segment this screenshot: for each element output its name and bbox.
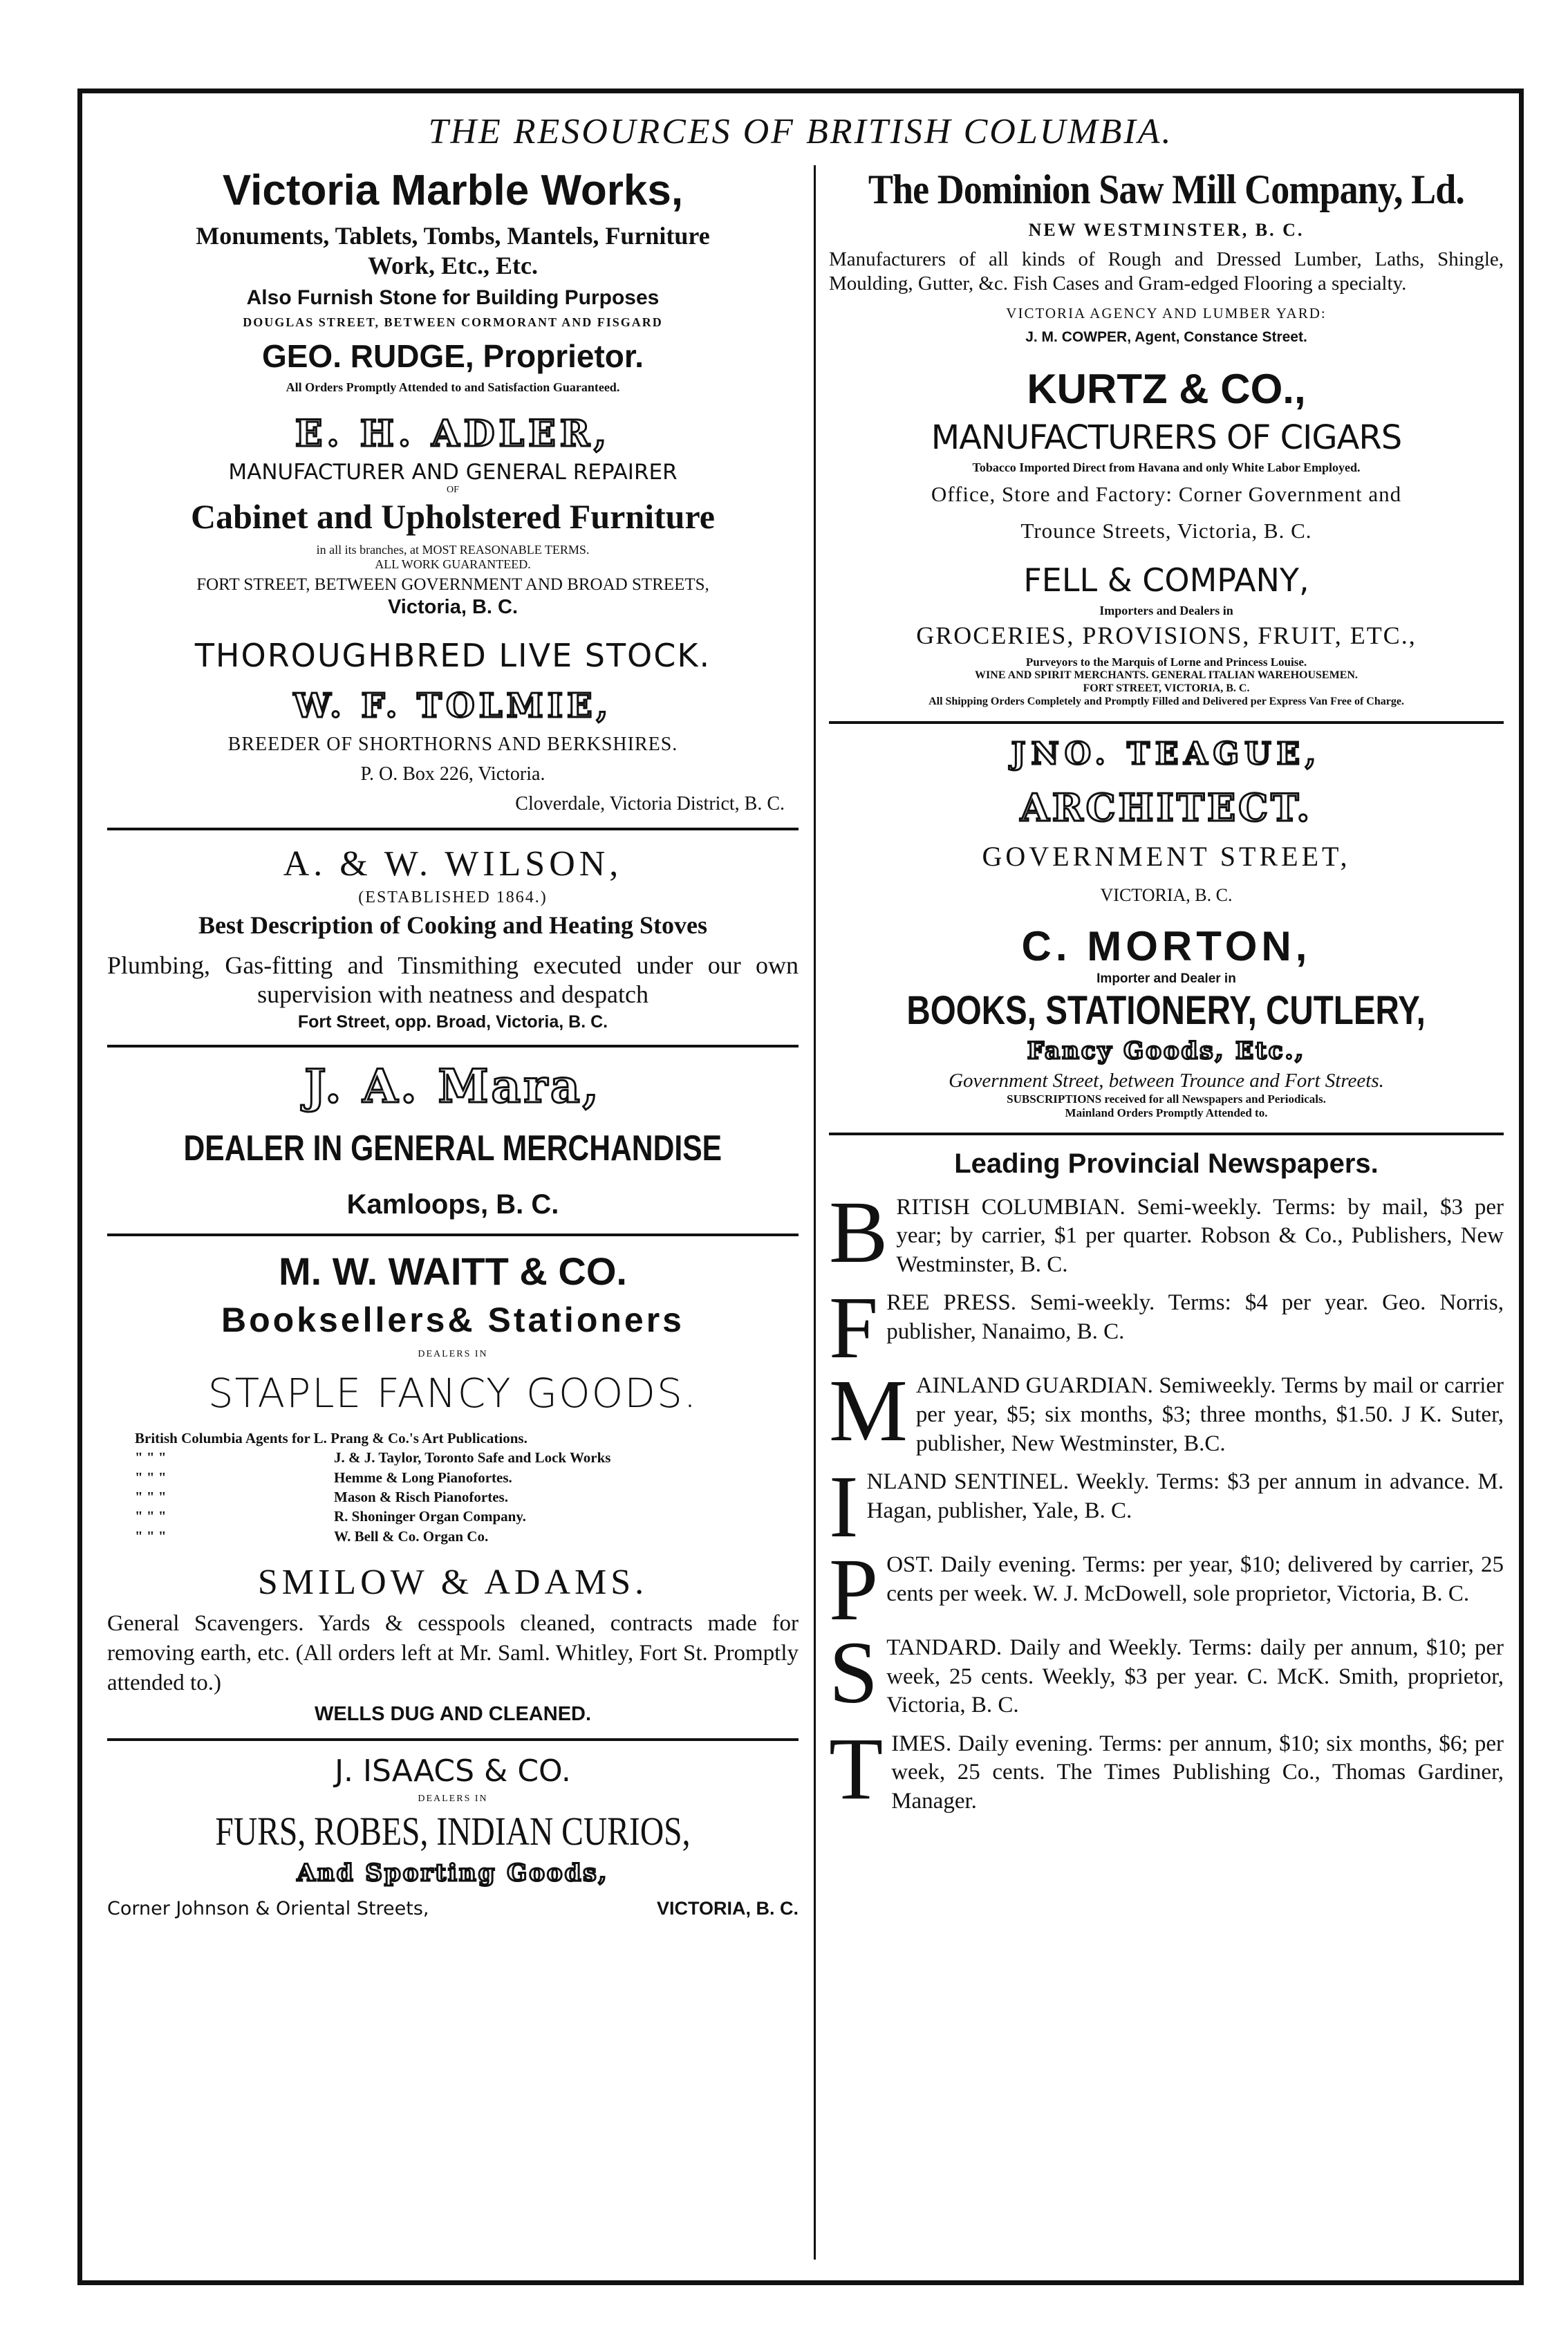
ad-line: Also Furnish Stone for Building Purposes bbox=[246, 286, 660, 310]
left-column bbox=[107, 165, 799, 2260]
ditto-marks: " " " bbox=[135, 1449, 167, 1467]
ad-line: All Orders Promptly Attended to and Satisfaction Guaranteed. bbox=[286, 380, 620, 394]
divider bbox=[107, 1233, 799, 1236]
ad-line: STAPLE FANCY GOODS. bbox=[207, 1370, 698, 1417]
ditto-marks: " " " bbox=[135, 1488, 167, 1505]
ad-line: FORT STREET, BETWEEN GOVERNMENT AND BROAD STREETS, bbox=[196, 575, 709, 595]
running-head: THE RESOURCES OF BRITISH COLUMBIA. bbox=[428, 112, 1173, 151]
ditto-marks: " " " bbox=[135, 1508, 167, 1525]
ad-headline: Cabinet and Upholstered Furniture bbox=[191, 496, 715, 536]
drop-cap: P bbox=[829, 1551, 879, 1625]
ad-teague bbox=[829, 736, 1504, 906]
drop-cap: I bbox=[829, 1468, 859, 1542]
agent-name: Mason & Risch Pianofortes. bbox=[334, 1488, 508, 1505]
ad-line: WELLS DUG AND CLEANED. bbox=[314, 1702, 592, 1725]
drop-cap: B bbox=[829, 1193, 888, 1280]
agent-name: Hemme & Long Pianofortes. bbox=[334, 1469, 512, 1486]
ad-line: Office, Store and Factory: Corner Government and bbox=[931, 482, 1402, 507]
right-column bbox=[829, 165, 1504, 2260]
ad-kurtz bbox=[829, 365, 1504, 543]
ad-headline: BOOKS, STATIONERY, CUTLERY, bbox=[906, 987, 1426, 1033]
ad-line: Work, Etc., Etc. bbox=[368, 251, 538, 279]
divider bbox=[107, 1738, 799, 1741]
ad-title: E. H. ADLER, bbox=[295, 413, 611, 456]
ad-line: Mainland Orders Promptly Attended to. bbox=[1065, 1106, 1268, 1120]
ad-line: Purveyors to the Marquis of Lorne and Princess Louise. bbox=[1025, 655, 1307, 669]
list-item bbox=[829, 1193, 1504, 1280]
divider bbox=[107, 1045, 799, 1048]
ad-line: GOVERNMENT STREET, bbox=[982, 840, 1351, 872]
ad-line: Tobacco Imported Direct from Havana and only White Labor Employed. bbox=[972, 460, 1361, 474]
ditto-marks: " " " bbox=[135, 1469, 167, 1486]
page-frame bbox=[77, 89, 1524, 2285]
ad-title: A. & W. WILSON, bbox=[283, 844, 623, 884]
ad-dominion-saw-mill bbox=[829, 165, 1504, 346]
ad-line: OF bbox=[447, 485, 459, 496]
newspaper-text: RITISH COLUMBIAN. Semi-weekly. Terms: by mail, $3 per year; by carrier, $1 per quarter. Robson & Co., Publishers, New Westminster, B. C. bbox=[896, 1194, 1504, 1277]
ad-line: Cloverdale, Victoria District, B. C. bbox=[515, 792, 785, 814]
newspaper-text: TANDARD. Daily and Weekly. Terms: daily per annum, $10; per week, 25 cents. Weekly, $3 per year. C. McK. Smith, proprietor, Victoria, B. C. bbox=[886, 1635, 1504, 1718]
ad-city: VICTORIA, B. C. bbox=[1100, 884, 1233, 905]
ad-title: KURTZ & CO., bbox=[1027, 366, 1306, 413]
ad-fell bbox=[829, 561, 1504, 709]
ad-mara bbox=[107, 1060, 799, 1220]
ad-address-row bbox=[107, 1898, 799, 1919]
agents-list bbox=[107, 1428, 799, 1546]
ad-line: (ESTABLISHED 1864.) bbox=[358, 888, 548, 907]
ad-waitt bbox=[107, 1249, 799, 1546]
ad-body: General Scavengers. Yards & cesspools cleaned, contracts made for removing earth, etc. (All orders left at Mr. Saml. Whitley, Fort St. Promptly attended to.) bbox=[107, 1611, 799, 1696]
ad-line: DOUGLAS STREET, BETWEEN CORMORANT AND FISGARD bbox=[243, 315, 663, 330]
ad-headline: MANUFACTURERS OF CIGARS bbox=[931, 418, 1402, 458]
ad-adler bbox=[107, 413, 799, 619]
ad-wilson bbox=[107, 843, 799, 1033]
ad-tolmie bbox=[107, 637, 799, 815]
ad-headline: Booksellers& Stationers bbox=[221, 1300, 684, 1339]
agent-name: W. Bell & Co. Organ Co. bbox=[334, 1527, 489, 1545]
newspaper-text: REE PRESS. Semi-weekly. Terms: $4 per year. Geo. Norris, publisher, Nanaimo, B. C. bbox=[886, 1290, 1504, 1344]
ad-body: Plumbing, Gas-fitting and Tinsmithing executed under our own supervision with neatness and despatch bbox=[107, 951, 799, 1009]
ad-body: Manufacturers of all kinds of Rough and Dressed Lumber, Laths, Shingle, Moulding, Gutter, &c. Fish Cases and Gram-edged Flooring a specialty. bbox=[829, 248, 1504, 295]
drop-cap: M bbox=[829, 1372, 908, 1459]
ad-line: Trounce Streets, Victoria, B. C. bbox=[1020, 518, 1312, 543]
list-item bbox=[829, 1634, 1504, 1720]
ad-line: All Shipping Orders Completely and Promptly Filled and Delivered per Express Van Free of Charge. bbox=[928, 696, 1404, 708]
agents-prefix: British Columbia Agents for bbox=[135, 1429, 310, 1446]
ad-title: W. F. TOLMIE, bbox=[293, 687, 613, 726]
section-header: Leading Provincial Newspapers. bbox=[954, 1148, 1379, 1180]
list-item bbox=[135, 1527, 799, 1546]
ad-smilow-adams bbox=[107, 1561, 799, 1726]
drop-cap: T bbox=[829, 1729, 884, 1816]
agent-name: R. Shoninger Organ Company. bbox=[334, 1508, 526, 1525]
ad-headline: GROCERIES, PROVISIONS, FRUIT, ETC., bbox=[916, 621, 1417, 649]
ad-header: THOROUGHBRED LIVE STOCK. bbox=[194, 636, 711, 674]
list-item bbox=[829, 1551, 1504, 1624]
ad-title: FELL & COMPANY, bbox=[1023, 561, 1309, 599]
ad-line: DEALERS IN bbox=[418, 1348, 488, 1359]
ad-line: in all its branches, at MOST REASONABLE TERMS. bbox=[316, 542, 590, 557]
ad-line: MANUFACTURER AND GENERAL REPAIRER bbox=[228, 459, 678, 485]
ad-title: C. MORTON, bbox=[1021, 923, 1312, 970]
ad-title: M. W. WAITT & CO. bbox=[279, 1249, 627, 1293]
ad-headline: DEALER IN GENERAL MERCHANDISE bbox=[183, 1128, 722, 1169]
list-item bbox=[135, 1468, 799, 1487]
ad-line: Fancy Goods, Etc., bbox=[1027, 1037, 1306, 1065]
ad-morton bbox=[829, 922, 1504, 1120]
ad-headline: ARCHITECT. bbox=[1020, 785, 1313, 830]
ad-line: NEW WESTMINSTER, B. C. bbox=[1028, 219, 1305, 240]
newspaper-text: AINLAND GUARDIAN. Semiweekly. Terms by mail or carrier per year, $5; six months, $3; three months, $1.50. J K. Suter, publisher, New Westminster, B.C. bbox=[915, 1373, 1504, 1456]
newspaper-text: NLAND SENTINEL. Weekly. Terms: $3 per annum in advance. M. Hagan, publisher, Yale, B. C. bbox=[866, 1469, 1504, 1523]
ad-line: Importer and Dealer in bbox=[1096, 971, 1236, 987]
ad-line: Importers and Dealers in bbox=[1099, 603, 1233, 617]
ad-title: JNO. TEAGUE, bbox=[1011, 736, 1322, 772]
ad-line: Best Description of Cooking and Heating Stoves bbox=[198, 911, 708, 939]
ad-title: The Dominion Saw Mill Company, Ld. bbox=[868, 167, 1465, 212]
ad-line: SUBSCRIPTIONS received for all Newspapers and Periodicals. bbox=[1007, 1092, 1326, 1106]
drop-cap: S bbox=[829, 1634, 879, 1720]
ad-proprietor: GEO. RUDGE, Proprietor. bbox=[261, 337, 644, 374]
column-divider bbox=[814, 165, 816, 2260]
newspaper-text: OST. Daily evening. Terms: per year, $10; delivered by carrier, 25 cents per week. W. J. McDowell, sole proprietor, Victoria, B. C. bbox=[886, 1552, 1504, 1606]
divider bbox=[829, 1133, 1504, 1135]
list-item bbox=[829, 1372, 1504, 1458]
ad-title: J. A. Mara, bbox=[304, 1059, 601, 1114]
ad-city: Kamloops, B. C. bbox=[346, 1189, 559, 1220]
ad-city: VICTORIA, B. C. bbox=[656, 1898, 799, 1919]
ad-line: And Sporting Goods, bbox=[297, 1859, 609, 1888]
ad-headline: FURS, ROBES, INDIAN CURIOS, bbox=[215, 1808, 691, 1854]
ad-title: SMILOW & ADAMS. bbox=[257, 1562, 648, 1602]
ad-line: WINE AND SPIRIT MERCHANTS. GENERAL ITALIAN WAREHOUSEMEN. bbox=[975, 669, 1358, 682]
list-item bbox=[135, 1448, 799, 1467]
ad-victoria-marble-works bbox=[107, 165, 799, 395]
agent-name: J. & J. Taylor, Toronto Safe and Lock Works bbox=[334, 1449, 611, 1467]
list-item bbox=[135, 1507, 799, 1526]
ad-line: J. M. COWPER, Agent, Constance Street. bbox=[1025, 328, 1307, 345]
ad-line: Monuments, Tablets, Tombs, Mantels, Furniture bbox=[196, 222, 710, 250]
divider bbox=[829, 721, 1504, 724]
ad-line: P. O. Box 226, Victoria. bbox=[360, 763, 545, 785]
ad-line: Government Street, between Trounce and Fort Streets. bbox=[949, 1070, 1384, 1092]
ad-line: VICTORIA AGENCY AND LUMBER YARD: bbox=[1006, 304, 1327, 322]
ad-isaacs bbox=[107, 1753, 799, 1919]
ad-line: FORT STREET, VICTORIA, B. C. bbox=[1083, 682, 1250, 695]
list-item bbox=[135, 1487, 799, 1507]
ad-address: Fort Street, opp. Broad, Victoria, B. C. bbox=[297, 1012, 608, 1032]
list-item bbox=[829, 1730, 1504, 1816]
ad-address: Corner Johnson & Oriental Streets, bbox=[107, 1898, 429, 1920]
newspapers-section bbox=[829, 1148, 1504, 1816]
newspaper-text: IMES. Daily evening. Terms: per annum, $10; six months, $6; per week, 25 cents. The Times Publishing Co., Thomas Gardiner, Manager. bbox=[891, 1731, 1504, 1814]
ad-title: Victoria Marble Works, bbox=[222, 167, 684, 214]
divider bbox=[107, 828, 799, 830]
list-item bbox=[829, 1289, 1504, 1362]
ad-title: J. ISAACS & CO. bbox=[335, 1753, 571, 1789]
ad-line: DEALERS IN bbox=[418, 1794, 488, 1805]
ad-line: ALL WORK GUARANTEED. bbox=[375, 557, 531, 571]
list-item bbox=[135, 1428, 799, 1448]
agent-name: L. Prang & Co.'s Art Publications. bbox=[313, 1429, 528, 1446]
ad-city: Victoria, B. C. bbox=[387, 595, 519, 618]
ad-line: BREEDER OF SHORTHORNS AND BERKSHIRES. bbox=[227, 733, 678, 755]
drop-cap: F bbox=[829, 1289, 879, 1363]
list-item bbox=[829, 1468, 1504, 1541]
ditto-marks: " " " bbox=[135, 1527, 167, 1545]
